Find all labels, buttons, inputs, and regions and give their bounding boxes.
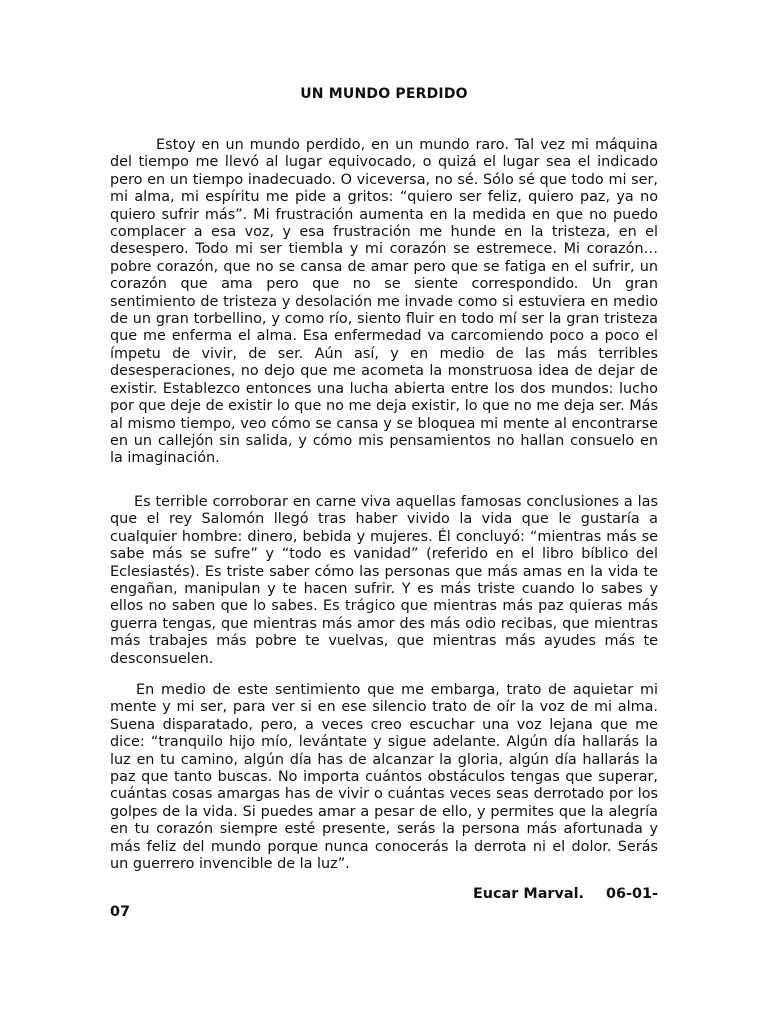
document-title: UN MUNDO PERDIDO: [300, 86, 468, 102]
author-name: Eucar Marval.: [472, 886, 584, 902]
date-end: 07: [110, 904, 131, 920]
body-paragraph-3: En medio de este sentimiento que me embarga, trato de aquietar mi mente y mi ser, para ver si en ese silencio trato de oír la voz de mi alma. Suena disparatado, pero, a veces creo escuchar una voz lejana que me dice: “tranquilo hijo mío, levántate y sigue adelante. Algún día hallarás la luz en tu camino, algún día has de alcanzar la gloria, algún día hallarás la paz que tanto buscas. No importa cuántos obstáculos tengas que superar, cuántas cosas amargas has de vivir o cuántas veces seas derrotado por los golpes de la vida. Si puedes amar a pesar de ello, y permites que la alegría en tu corazón siempre esté presente, serás la persona más afortunada y más feliz del mundo porque nunca conocerás la derrota ni el dolor. Serás un guerrero invencible de la luz”.: [110, 682, 658, 873]
signature-line: [110, 886, 658, 903]
body-paragraph-2: Es terrible corroborar en carne viva aquellas famosas conclusiones a las que el rey Salomón llegó tras haber vivido la vida que le gustaría a cualquier hombre: dinero, bebida y mujeres. Él concluyó: “mientras más se sabe más se sufre” y “todo es vanidad” (referido en el libro bíblico del Eclesiastés). Es triste saber cómo las personas que más amas en la vida te engañan, manipulan y te hacen sufrir. Y es más triste cuando lo sabes y ellos no saben que lo sabes. Es trágico que mientras más paz quieras más guerra tengas, que mientras más amor des más odio recibas, que mientras más trabajes más pobre te vuelvas, que mientras más ayudes más te desconsuelen.: [110, 494, 658, 667]
body-paragraph-1: Estoy en un mundo perdido, en un mundo raro. Tal vez mi máquina del tiempo me llevó al lugar equivocado, o quizá el lugar sea el indicado pero en un tiempo inadecuado. O viceversa, no sé. Sólo sé que todo mi ser, mi alma, mi espíritu me pide a gritos: “quiero ser feliz, quiero paz, ya no quiero sufrir más”. Mi frustración aumenta en la medida en que no puedo complacer a esa voz, y esa frustración me hunde en la tristeza, en el desespero. Todo mi ser tiembla y mi corazón se estremece. Mi corazón… pobre corazón, que no se cansa de amar pero que se fatiga en el sufrir, un corazón que ama pero que no se siente correspondido. Un gran sentimiento de tristeza y desolación me invade como si estuviera en medio de un gran torbellino, y como río, siento fluir en todo mí ser la gran tristeza que me enferma el alma. Esa enfermedad va carcomiendo poco a poco el ímpetu de vivir, de ser. Aún así, y en medio de las más terribles desesperaciones, no dejo que me acometa la monstruosa idea de dejar de existir. Establezco entonces una lucha abierta entre los dos mundos: lucho por que deje de existir lo que no me deja existir, lo que no me deja ser. Más al mismo tiempo, veo cómo se cansa y se bloquea mi mente al encontrarse en un callejón sin salida, y cómo mis pensamientos no hallan consuelo en la imaginación.: [110, 137, 658, 467]
date-start: 06-01-: [606, 886, 658, 902]
document-page: [110, 0, 658, 1024]
